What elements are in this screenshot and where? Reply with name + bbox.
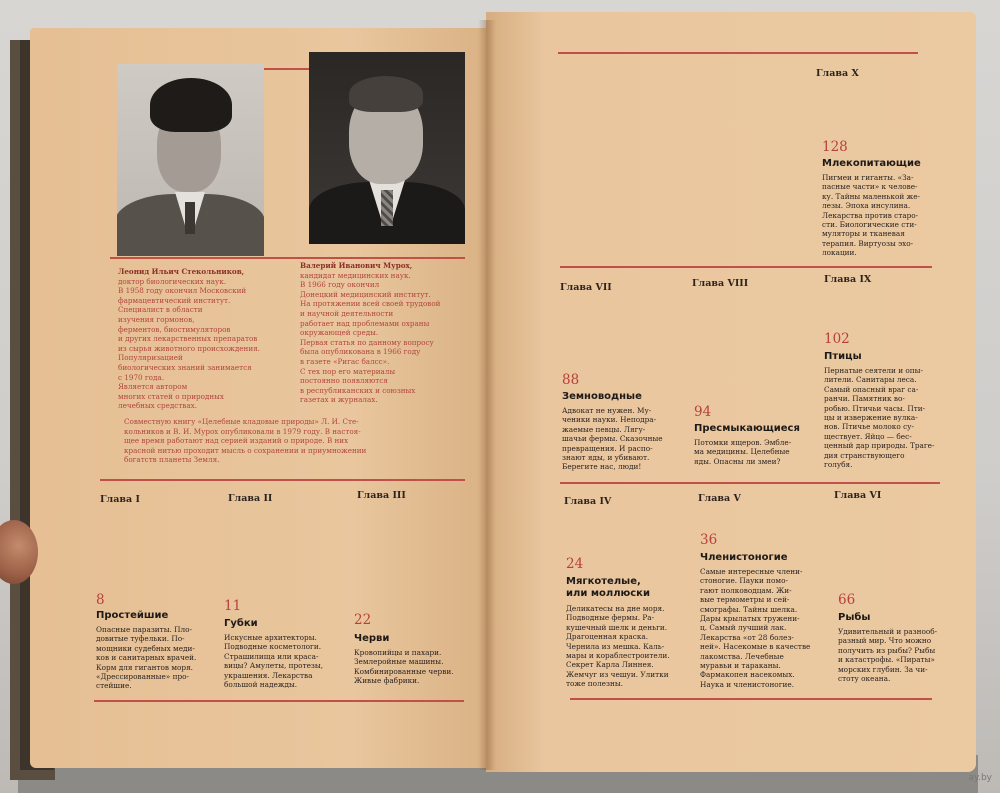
bio-name: Валерий Иванович Мурох, bbox=[300, 261, 413, 270]
joint-note: Совместную книгу «Целебные кладовые природы» Л. И. Сте- кольников и В. И. Мурох опубликовали в 1979 году. В настоя- щее время работают над серией изданий о природе. В них красной нитью проходит мысль о сохранении и приумножении богатств планеты Земля. bbox=[124, 417, 367, 465]
chapter-page-number: 36 bbox=[700, 532, 718, 548]
chapter-title: Птицы bbox=[824, 351, 862, 362]
chapter-page-number: 66 bbox=[838, 592, 856, 608]
bio-text: кандидат медицинских наук. В 1966 году окончил Донецкий медицинский институт. На протяжении всей своей трудовой и научной деятельности работает над проблемами охраны окружающей среды. Первая статья по данному вопросу была опубликована в 1966 году в газете «Ригас балсс». С тех пор его материалы постоянно появляются в республиканских и союзных газетах и журналах. bbox=[300, 270, 441, 405]
chapter-description: Пернатые сеятели и опы- лители. Санитары леса. Самый опасный враг са- ранчи. Памятник во- робью. Птичьи часы. Пти- цы и извержение вулка- нов. Птичье молоко су- ществует. Яйцо — бес- ценный дар природы. Траге- дия странствующего голубя. bbox=[824, 366, 935, 470]
chapter-rule bbox=[560, 482, 940, 484]
chapter-page-number: 88 bbox=[562, 372, 580, 388]
chapter-description: Опасные паразиты. Пло- довитые туфельки. По- мощники судебных меди- ков и санитарных врачей. Корм для гигантов моря. «Дрессированные» про- стейшие. bbox=[96, 625, 197, 691]
chapter-rule bbox=[560, 266, 932, 268]
chapter-title: Простейшие bbox=[96, 610, 169, 621]
chapter-page-number: 8 bbox=[96, 592, 105, 608]
chapter-page-number: 94 bbox=[694, 404, 712, 420]
chapter-description: Кровопийцы и пахари. Землеройные машины. Комбинированные черви. Живые фабрики. bbox=[354, 648, 454, 686]
chapter-rule bbox=[100, 479, 465, 481]
bio-name: Леонид Ильич Стекольников, bbox=[118, 267, 245, 276]
author-photo-murokh bbox=[309, 52, 465, 244]
chapter-description: Удивительный и разнооб- разный мир. Что можно получить из рыбы? Рыбы и катастрофы. «Пираты» морских глубин. За чи- стоту океана. bbox=[838, 627, 938, 684]
bottom-rule bbox=[94, 700, 464, 702]
chapter-page-number: 11 bbox=[224, 598, 242, 614]
chapter-page-number: 128 bbox=[822, 139, 848, 155]
book-gutter-shadow bbox=[478, 20, 496, 770]
bio-text: доктор биологических наук. В 1958 году окончил Московский фармацевтический институт. Специалист в области изучения гормонов, ферментов, биостимуляторов и других лекарственных препаратов из сырья животного происхождения. Популяризацией биологических знаний занимается с 1970 года. Является автором многих статей о природных лечебных средствах. bbox=[118, 276, 260, 411]
chapter-page-number: 102 bbox=[824, 331, 850, 347]
chapter-description: Адвокат не нужен. Му- ченики науки. Неподра- жаемые певцы. Лягу- шачьи фермы. Сказочные превращения. И распо- знают яды, и убивают. Берегите нас, люди! bbox=[562, 406, 663, 472]
bio-stekolnikov bbox=[118, 267, 260, 411]
top-rule bbox=[558, 52, 918, 54]
chapter-label: Глава IX bbox=[824, 274, 872, 285]
right-page bbox=[486, 12, 976, 772]
bottom-rule bbox=[570, 698, 932, 700]
chapter-label: Глава III bbox=[357, 490, 406, 501]
chapter-label: Глава X bbox=[816, 68, 859, 79]
chapter-description: Самые интересные члени- стоногие. Пауки помо- гают полководцам. Жи- вые термометры и сей- смографы. Тайны шелка. Дары крылатых тружени- ц. Самый лучший лак. Лекарства «от 28 болез- ней». Насекомые в качестве лакомства. Лечебные муравьи и тараканы. Фармакопея насекомых. Наука и членистоногие. bbox=[700, 567, 811, 689]
left-page bbox=[30, 28, 492, 768]
chapter-label: Глава I bbox=[100, 494, 140, 505]
chapter-label: Глава II bbox=[228, 493, 273, 504]
chapter-title: Земноводные bbox=[562, 391, 642, 402]
chapter-page-number: 22 bbox=[354, 612, 372, 628]
chapter-label: Глава VII bbox=[560, 282, 612, 293]
chapter-title: Рыбы bbox=[838, 612, 871, 623]
chapter-description: Потомки ящеров. Эмбле- ма медицины. Целебные яды. Опасны ли змеи? bbox=[694, 438, 792, 466]
chapter-description: Искусные архитекторы. Подводные косметологи. Страшилища или краса- вицы? Амулеты, протезы, украшения. Лекарства большой надежды. bbox=[224, 633, 324, 690]
chapter-description: Деликатесы на дне моря. Подводные фермы. Ра- кушечный шелк и деньги. Драгоценная краска. Чернила из мешка. Каль- мары и кораблестроители. Секрет Карла Линнея. Жемчуг из чешуи. Улитки тоже полезны. bbox=[566, 604, 670, 689]
chapter-label: Глава V bbox=[698, 493, 741, 504]
chapter-title: Губки bbox=[224, 618, 258, 629]
watermark: ay.by bbox=[968, 773, 992, 783]
chapter-title: Черви bbox=[354, 633, 390, 644]
chapter-title: Пресмыкающиеся bbox=[694, 423, 800, 434]
chapter-label: Глава VIII bbox=[692, 278, 749, 289]
chapter-page-number: 24 bbox=[566, 556, 584, 572]
chapter-description: Пигмеи и гиганты. «За- пасные части» к челове- ку. Тайны маленькой же- лезы. Эпоха инсулина. Лекарства против старо- сти. Биологические сти- муляторы и тканевая терапия. Виртуозы эхо- локации. bbox=[822, 173, 921, 258]
photo-rule bbox=[110, 257, 465, 259]
author-photo-stekolnikov bbox=[117, 64, 264, 256]
chapter-title: Членистоногие bbox=[700, 552, 788, 563]
chapter-title: Мягкотелые, или моллюски bbox=[566, 576, 650, 599]
chapter-label: Глава IV bbox=[564, 496, 612, 507]
chapter-title: Млекопитающие bbox=[822, 158, 921, 169]
chapter-label: Глава VI bbox=[834, 490, 882, 501]
bio-murokh bbox=[300, 261, 440, 405]
